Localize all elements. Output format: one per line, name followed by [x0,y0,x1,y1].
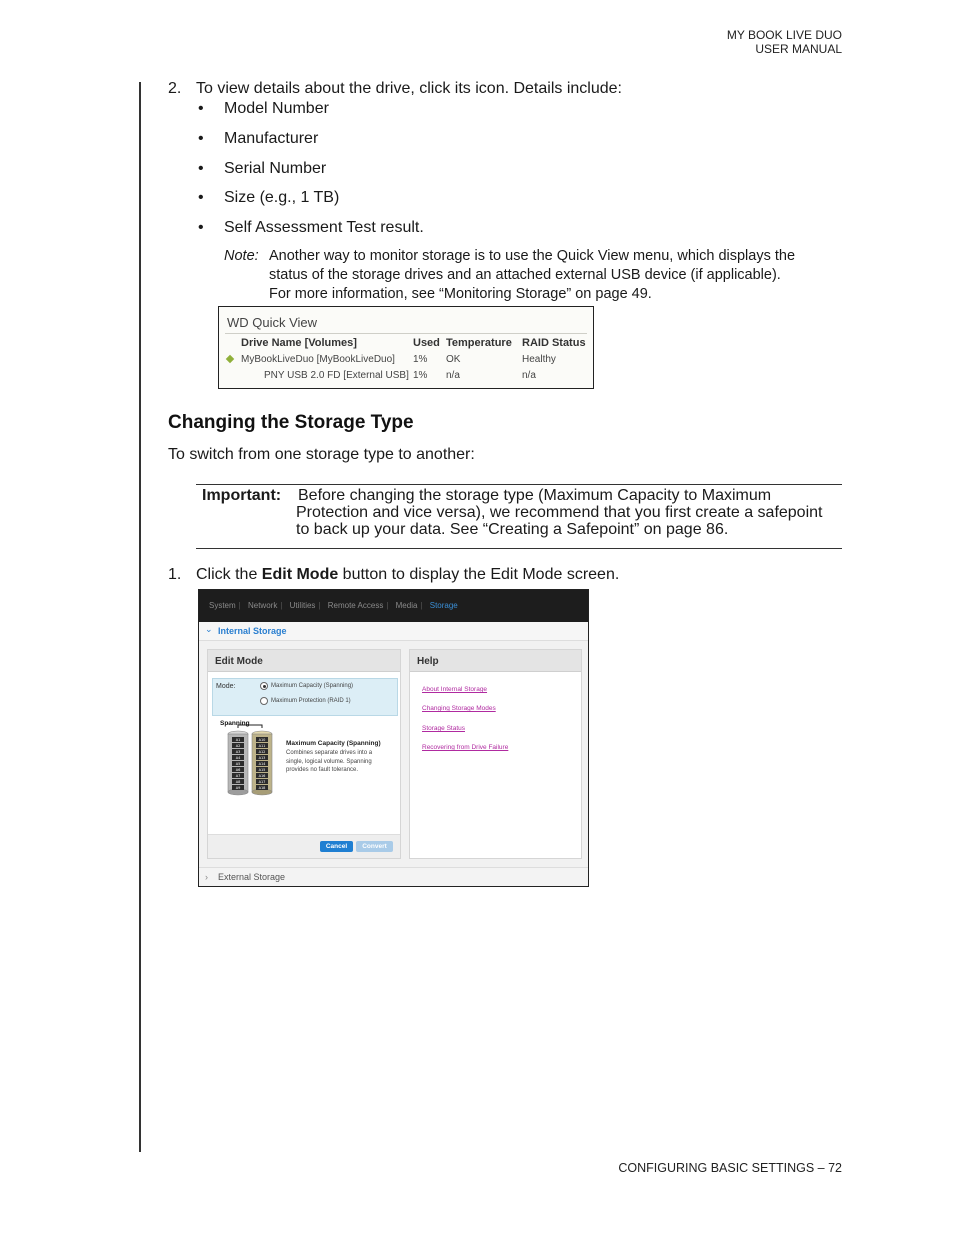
step-number: 1. [168,566,182,583]
drive-label: A7 [235,774,241,778]
note-label: Note: [224,248,259,264]
drive-label: A6 [235,768,241,772]
table-cell: OK [446,354,461,365]
spanning-label: Spanning [220,720,250,727]
drive-label: A12 [258,750,266,754]
drive-label: A2 [235,744,241,748]
help-link-changing-storage-modes[interactable]: Changing Storage Modes [422,705,496,712]
drive-label: A14 [258,762,266,766]
radio-spanning[interactable] [260,682,268,690]
nav-network[interactable]: Network [247,601,278,610]
drive-label: A15 [258,768,266,772]
table-cell: MyBookLiveDuo [MyBookLiveDuo] [241,354,395,365]
help-link-recovering-drive-failure[interactable]: Recovering from Drive Failure [422,744,509,751]
radio-raid1[interactable] [260,697,268,705]
chevron-down-icon: ⌄ [205,624,213,634]
step-text: button to display the Edit Mode screen. [338,566,620,583]
important-label: Important: [202,487,282,504]
internal-storage-label: Internal Storage [218,626,287,636]
header-title: MY BOOK LIVE DUO [726,28,842,42]
note-text: Another way to monitor storage is to use the Quick View menu, which displays the status of the storage drives and an attached external USB device (if applicable). For more information, see “Monitoring Storage” on page 49. [269,248,796,302]
internal-storage-section[interactable] [199,622,588,641]
nav-system[interactable]: System [209,601,236,610]
drive-label: A3 [235,750,241,754]
edit-mode-panel [207,649,401,859]
table-cell: n/a [522,370,536,381]
drives-illustration [218,722,282,796]
option-label: Maximum Protection (RAID 1) [271,698,351,704]
external-storage-label: External Storage [218,872,286,882]
step-text: To view details about the drive, click its icon. Details include: [196,80,622,97]
important-text: Before changing the storage type (Maximum Capacity to Maximum Protection and vice versa), we recommend that you first create a safepoint to back up your data. See “Creating a Safepoint” on page 86. [296,487,823,538]
convert-button[interactable]: Convert [356,841,393,852]
nav-media[interactable]: Media [395,601,418,610]
help-panel [409,649,582,859]
quick-view-title: WD Quick View [227,315,318,330]
drive-label: A4 [235,756,241,760]
page-header [727,28,842,56]
table-cell: 1% [413,354,428,365]
column-header: Used [413,337,440,349]
nav-storage[interactable]: Storage [429,601,458,610]
panel-footer [208,834,400,858]
option-label: Maximum Capacity (Spanning) [271,683,354,689]
header-subtitle: USER MANUAL [755,42,842,56]
section-title: Changing the Storage Type [168,412,414,433]
quick-view-screenshot [218,306,594,389]
drive-label: A5 [235,762,241,766]
section-intro: To switch from one storage type to another: [168,446,475,463]
drive-label: A11 [258,744,266,748]
help-title: Help [417,656,439,667]
nav-utilities[interactable]: Utilities [289,601,316,610]
step-number: 2. [168,80,182,97]
drive-label: A18 [258,786,266,790]
mode-label: Mode: [216,683,236,690]
nav-remote-access[interactable]: Remote Access [327,601,384,610]
page-footer: CONFIGURING BASIC SETTINGS – 72 [618,1161,842,1175]
panel-title: Edit Mode [215,656,263,667]
edit-mode-term: Edit Mode [261,566,339,583]
spanning-drives-icon [218,722,282,796]
table-cell: 1% [413,370,428,381]
divider [196,548,842,549]
status-dot-icon [226,355,234,363]
margin-rule [139,82,141,1152]
cancel-button[interactable]: Cancel [320,841,353,852]
drive-label: A10 [258,738,266,742]
top-nav: System | Network | Utilities | Remote Access | Media | Storage [199,590,588,622]
chevron-right-icon: › [205,872,208,882]
drive-label: A9 [235,786,241,790]
drive-label: A8 [235,780,241,784]
help-link-about-internal-storage[interactable]: About Internal Storage [422,686,488,693]
column-header: RAID Status [522,337,586,349]
external-storage-section[interactable] [199,867,588,887]
column-header: Temperature [446,337,512,349]
description-title: Maximum Capacity (Spanning) [286,740,381,747]
drive-label: A17 [258,780,266,784]
mode-selector [212,678,398,716]
drive-label: A13 [258,756,266,760]
drive-label: A16 [258,774,266,778]
drive-label: A1 [235,738,241,742]
help-link-storage-status[interactable]: Storage Status [422,725,465,732]
step-text: Click the [196,566,262,583]
table-cell: Healthy [522,354,556,365]
table-cell: n/a [446,370,460,381]
table-cell: PNY USB 2.0 FD [External USB] [264,370,409,381]
description-text: Combines separate drives into a single, logical volume. Spanning provides no fault tolerance. [286,750,373,773]
column-header: Drive Name [Volumes] [241,337,357,349]
divider [196,484,842,485]
edit-mode-screenshot [198,589,589,887]
